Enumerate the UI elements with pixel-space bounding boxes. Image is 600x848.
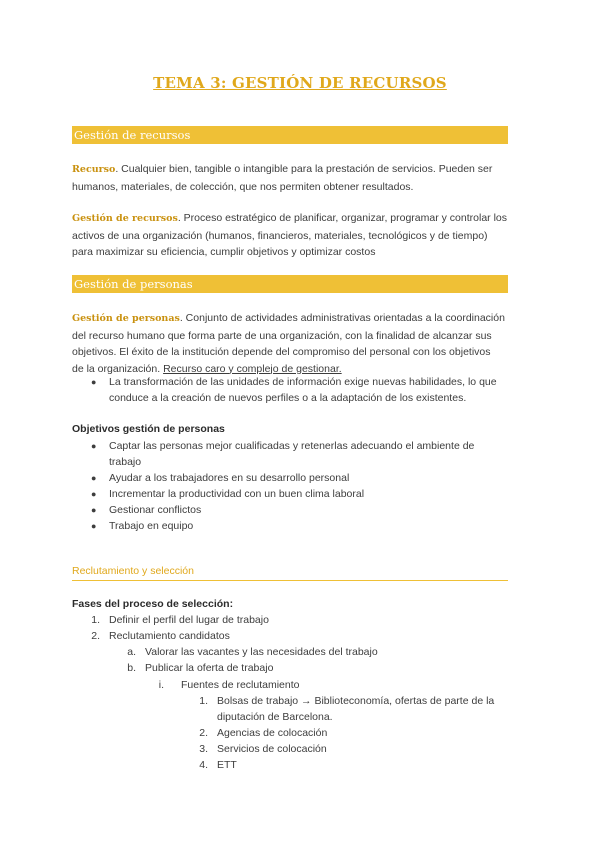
term-gestion-personas: Gestión de personas	[72, 313, 180, 324]
list-item: Reclutamiento candidatos	[109, 630, 230, 642]
list-number: 4.	[199, 759, 208, 771]
paragraph-text: . Conjunto de actividades administrativas orientadas a la coordinación	[179, 312, 505, 324]
list-letter: b.	[127, 662, 136, 674]
list-item: Publicar la oferta de trabajo	[145, 662, 274, 674]
paragraph-text: humanos, materiales, de colección, que nos permiten obtener resultados.	[72, 180, 414, 193]
term-gestion-recursos: Gestión de recursos	[72, 213, 178, 224]
paragraph-text: objetivos. El éxito de la institución depende del compromiso del personal con los objetivos	[72, 346, 491, 358]
bullet-text: La transformación de las unidades de información exige nuevas habilidades, lo que	[109, 376, 497, 388]
bullet-icon: ●	[91, 473, 97, 483]
objective-item: Gestionar conflictos	[109, 504, 202, 516]
list-item: Definir el perfil del lugar de trabajo	[109, 614, 269, 626]
paragraph-text: de la organización.	[72, 362, 164, 375]
list-number: 2.	[199, 727, 208, 739]
paragraph-text: para maximizar su eficiencia, cumplir objetivos y optimizar costos	[72, 246, 376, 258]
list-number: 2.	[91, 630, 100, 642]
section-header-gestion-personas: Gestión de personas	[72, 275, 508, 293]
phases-heading: Fases del proceso de selección:	[72, 598, 234, 610]
list-item: Bolsas de trabajo → Biblioteconomía, ofertas de parte de la	[217, 695, 495, 707]
bullet-text: conduce a la creación de nuevos perfiles o a la adaptación de los existentes.	[109, 392, 467, 404]
list-item: Servicios de colocación	[217, 743, 327, 755]
bullet-icon: ●	[91, 441, 97, 451]
bullet-icon: ●	[91, 521, 97, 531]
paragraph-gestion-personas	[72, 310, 522, 377]
list-number: 1.	[199, 695, 208, 707]
bullet-icon: ●	[91, 505, 97, 515]
underlined-text: Recurso caro y complejo de gestionar.	[163, 362, 342, 375]
list-item: ETT	[217, 759, 237, 771]
list-item-continued: diputación de Barcelona.	[217, 711, 333, 723]
paragraph-text: del recurso humano que forma parte de una organización, con la finalidad de alcanzar sus	[72, 329, 492, 342]
list-item: Agencias de colocación	[217, 727, 328, 739]
paragraph-text: activos de una organización (humanos, financieros, materiales, tecnológicos y de tiempo)	[72, 229, 488, 242]
objective-item: Ayudar a los trabajadores en su desarrollo personal	[109, 472, 350, 484]
objective-item-continued: trabajo	[109, 456, 142, 468]
list-number: 1.	[91, 614, 100, 626]
section-header-reclutamiento: Reclutamiento y selección	[72, 565, 508, 581]
section-header-gestion-recursos: Gestión de recursos	[72, 126, 508, 144]
paragraph-gestion-recursos	[72, 210, 522, 261]
objective-item: Incrementar la productividad con un buen clima laboral	[109, 488, 365, 500]
list-roman: i.	[158, 679, 164, 691]
paragraph-text: . Proceso estratégico de planificar, organizar, programar y controlar los	[177, 212, 507, 224]
term-recurso: Recurso	[72, 164, 116, 175]
bullet-icon: ●	[91, 489, 97, 499]
paragraph-recurso	[72, 161, 522, 195]
objectives-heading: Objetivos gestión de personas	[72, 423, 225, 435]
objective-item: Trabajo en equipo	[109, 520, 194, 532]
list-letter: a.	[127, 646, 136, 658]
document-title: TEMA 3: GESTIÓN DE RECURSOS	[153, 74, 447, 92]
bullet-icon: ●	[91, 377, 97, 387]
bullet-item	[109, 374, 497, 406]
paragraph-text: . Cualquier bien, tangible o intangible para la prestación de servicios. Pueden ser	[115, 163, 493, 175]
list-number: 3.	[199, 743, 208, 755]
list-item: Fuentes de reclutamiento	[181, 679, 300, 691]
list-item: Valorar las vacantes y las necesidades del trabajo	[145, 646, 378, 658]
objective-item: Captar las personas mejor cualificadas y retenerlas adecuando el ambiente de	[109, 440, 475, 452]
